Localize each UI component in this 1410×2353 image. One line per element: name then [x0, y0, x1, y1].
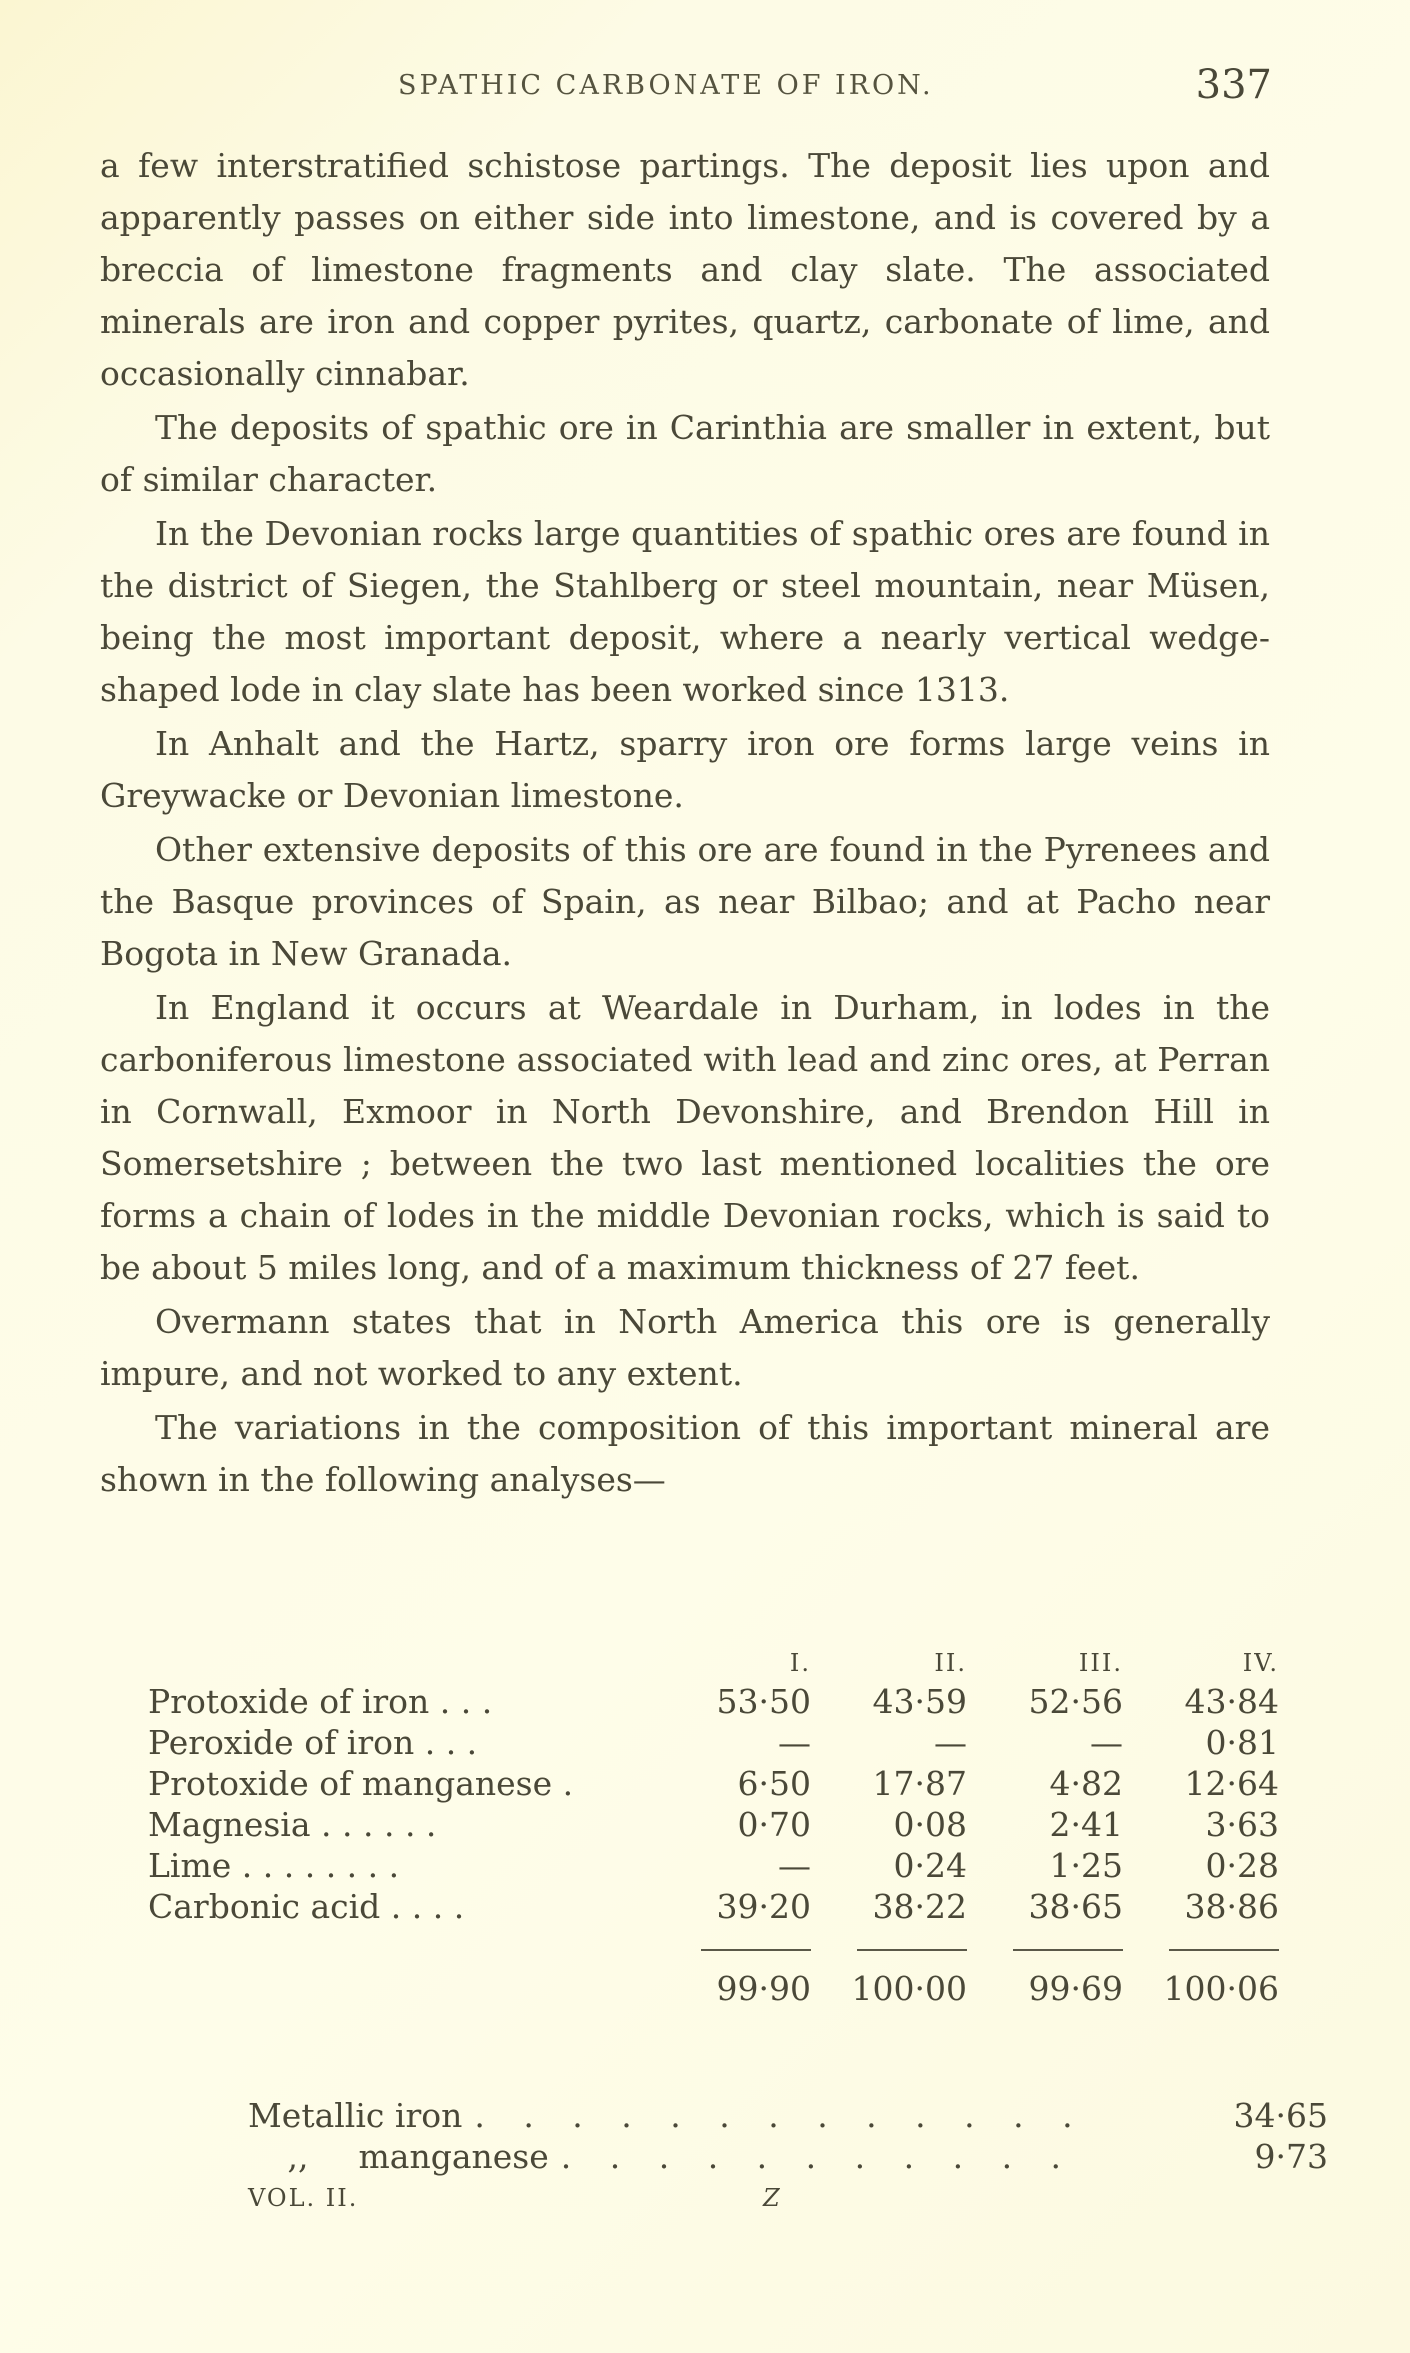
row-label: Protoxide of manganese . [148, 1764, 574, 1803]
column-header: III. [1078, 1649, 1123, 1677]
rule-spacer [148, 1927, 663, 1968]
cell-value: 0·81 [1205, 1723, 1279, 1762]
cell-value: 39·20 [716, 1887, 811, 1926]
ditto-mark: ,, [287, 2137, 309, 2176]
metallic-label: manganese [358, 2137, 549, 2176]
column-header-blank [148, 1645, 663, 1681]
cell-value: 3·63 [1205, 1805, 1279, 1844]
sum-rule-row [148, 1927, 1287, 1968]
totals-row [148, 1968, 1287, 2009]
paragraph: The variations in the composition of this important mineral are shown in the following analyses— [100, 1408, 1270, 1499]
sum-rule [663, 1927, 819, 1968]
cell-value: 43·59 [872, 1682, 967, 1721]
total-value: 99·69 [1028, 1969, 1123, 2008]
running-head [100, 62, 1270, 112]
paragraph: Overmann states that in North America this ore is generally impure, and not worked to any extent. [100, 1302, 1270, 1393]
total-value: 99·90 [716, 1969, 811, 2008]
cell-value: — [934, 1723, 967, 1762]
paragraph: In the Devonian rocks large quantities of spathic ores are found in the district of Siegen, the Stahlberg or steel mountain, near Müsen, being the most important deposit, where a nearly vertical wedge-shaped lode in clay slate has been worked since 1313. [100, 514, 1270, 709]
metallic-content-list [248, 2095, 1328, 2177]
cell-value: 53·50 [716, 1682, 811, 1721]
row-label: Protoxide of iron . . . [148, 1682, 493, 1721]
volume-label: VOL. II. [248, 2184, 359, 2212]
cell-value: 2·41 [1049, 1805, 1123, 1844]
metallic-label-group [248, 2136, 549, 2177]
metallic-row [248, 2095, 1328, 2136]
sum-rule [819, 1927, 975, 1968]
page-footer [248, 2184, 1048, 2224]
table-row [148, 1763, 1287, 1804]
cell-value: 6·50 [737, 1764, 811, 1803]
column-header: II. [934, 1649, 967, 1677]
running-title: SPATHIC CARBONATE OF IRON. [398, 70, 934, 101]
total-value: 100·00 [851, 1969, 967, 2008]
row-label: Peroxide of iron . . . [148, 1723, 478, 1762]
metallic-value: 34·65 [1233, 2096, 1328, 2135]
page-number: 337 [1195, 62, 1272, 108]
paragraph: In Anhalt and the Hartz, sparry iron ore forms large veins in Greywacke or Devonian limestone. [100, 724, 1270, 815]
cell-value: — [1090, 1723, 1123, 1762]
cell-value: 1·25 [1049, 1846, 1123, 1885]
body-text [100, 140, 1270, 1508]
paragraph: a few interstratified schistose partings. The deposit lies upon and apparently passes on either side into limestone, and is covered by a breccia of limestone fragments and clay slate. The associated minerals are iron and copper pyrites, quartz, carbonate of lime, and occasionally cinnabar. [100, 146, 1270, 393]
table-row [148, 1681, 1287, 1722]
analyses-table [148, 1645, 1287, 2009]
row-label: Carbonic acid . . . . [148, 1887, 465, 1926]
cell-value: — [778, 1846, 811, 1885]
column-header: I. [789, 1649, 811, 1677]
row-label: Magnesia . . . . . . [148, 1805, 437, 1844]
cell-value: 38·86 [1184, 1887, 1279, 1926]
cell-value: 0·70 [737, 1805, 811, 1844]
total-value: 100·06 [1163, 1969, 1279, 2008]
cell-value: 38·22 [872, 1887, 967, 1926]
totals-spacer [148, 1968, 663, 2009]
table-row [148, 1845, 1287, 1886]
cell-value: 17·87 [872, 1764, 967, 1803]
paragraph: The deposits of spathic ore in Carinthia are smaller in extent, but of similar character. [100, 408, 1270, 499]
metallic-row [248, 2136, 1328, 2177]
leader-dots: . . . . . . . . . . . [560, 2137, 1076, 2176]
cell-value: 38·65 [1028, 1887, 1123, 1926]
metallic-label: Metallic iron [248, 2096, 463, 2135]
table-header-row [148, 1645, 1287, 1681]
cell-value: 0·08 [893, 1805, 967, 1844]
cell-value: 43·84 [1184, 1682, 1279, 1721]
cell-value: 0·28 [1205, 1846, 1279, 1885]
paragraph: Other extensive deposits of this ore are found in the Pyrenees and the Basque provinces of Spain, as near Bilbao; and at Pacho near Bogota in New Granada. [100, 830, 1270, 973]
sum-rule [975, 1927, 1131, 1968]
row-label: Lime . . . . . . . . [148, 1846, 400, 1885]
paragraph: In England it occurs at Weardale in Durham, in lodes in the carboniferous limestone associated with lead and zinc ores, at Perran in Cornwall, Exmoor in North Devonshire, and Brendon Hill in Somersetshire ; between the two last mentioned localities the ore forms a chain of lodes in the middle Devonian rocks, which is said to be about 5 miles long, and of a maximum thickness of 27 feet. [100, 988, 1270, 1287]
table-row [148, 1722, 1287, 1763]
cell-value: 0·24 [893, 1846, 967, 1885]
leader-dots: . . . . . . . . . . . . . [474, 2096, 1087, 2135]
cell-value: — [778, 1723, 811, 1762]
cell-value: 4·82 [1049, 1764, 1123, 1803]
metallic-value: 9·73 [1254, 2137, 1328, 2176]
sum-rule [1131, 1927, 1287, 1968]
column-header: IV. [1242, 1649, 1279, 1677]
signature-mark: Z [763, 2184, 782, 2212]
table-row [148, 1804, 1287, 1845]
cell-value: 12·64 [1184, 1764, 1279, 1803]
table-row [148, 1886, 1287, 1927]
cell-value: 52·56 [1028, 1682, 1123, 1721]
analyses-table-container [148, 1645, 1328, 2009]
